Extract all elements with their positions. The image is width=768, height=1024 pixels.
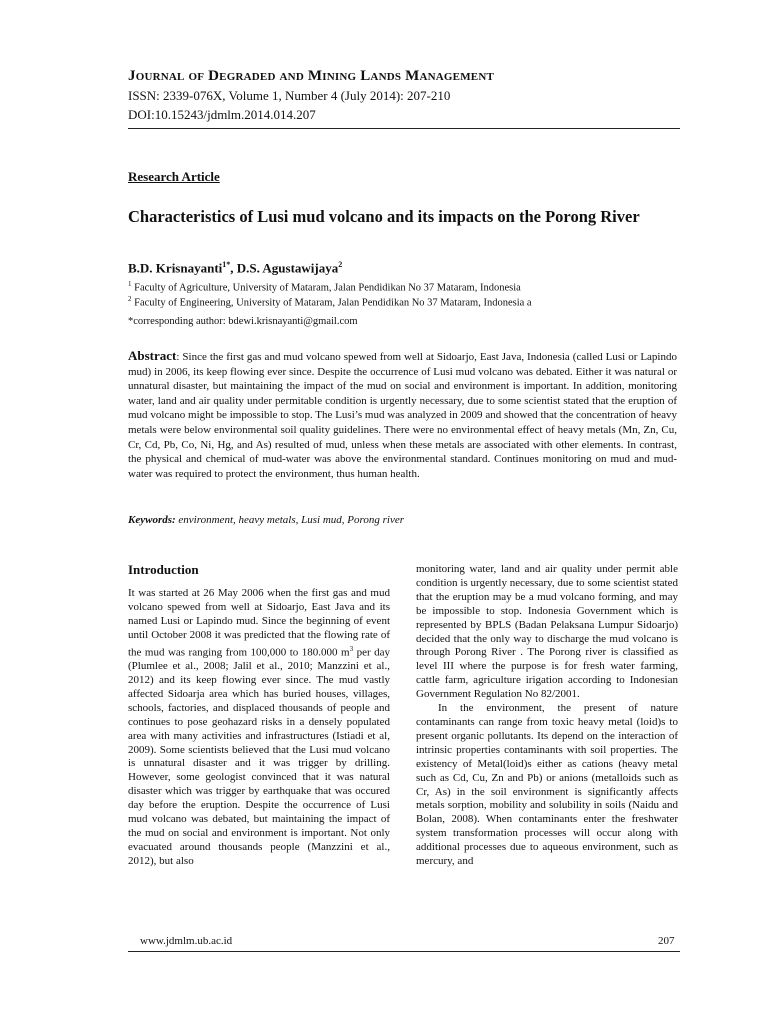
paper-title: Characteristics of Lusi mud volcano and its impacts on the Porong River <box>128 207 640 226</box>
paragraph-text: It was started at 26 May 2006 when the first gas and mud volcano spewed from well at Sidoarjo, East Java and its named Lusi or Lapindo mud. Since the beginning of event until October 2008 it was predicted that the flowing rate of the mud was ranging from 100,000 to 180.000 m <box>128 586 390 659</box>
affiliation-2 <box>128 295 532 309</box>
affiliation-number: 1 <box>128 280 132 288</box>
footer-rule <box>128 951 680 952</box>
corresponding-author[interactable]: *corresponding author: bdewi.krisnayanti@gmail.com <box>128 316 358 327</box>
affiliation-text: Faculty of Engineering, University of Mataram, Jalan Pendidikan No 37 Mataram, Indonesia a <box>131 297 532 309</box>
right-column <box>416 563 678 869</box>
author-superscript: 1* <box>222 260 231 269</box>
affiliation-1 <box>128 280 521 294</box>
body-paragraph: monitoring water, land and air quality under permit able condition is urgently necessary, due to some scientist stated that the eruption may be a mud volcano forming, and may be impossible to stop. Indonesia Government which is represented by BPLS (Badan Pelaksana Lumpur Sidoarjo) decided that the only way to discharge the mud volcano is through Porong River . The Porong river is classified as level III where the purpose is for fresh water farming, cattle farm, agriculture irigation according to Indonesian Government Regulation No 82/2001. <box>416 563 678 701</box>
article-type: Research Article <box>128 169 220 184</box>
keywords-label: Keywords: <box>128 514 176 526</box>
paragraph-text: per day (Plumlee et al., 2008; Jalil et al., 2010; Manzzini et al., 2012) and its keep flowing ever since. The mud vastly affected Sidoarja area which has buried houses, villages, schools, factories, and displaced thousands of people and continues to pose geohazard risks in a densely populated area with many activities and infrastructures (Istiadi et al, 2009). Some scientists believed that the Lusi mud volcano is unnatural disaster and it was trigger by drilling. However, some geologist convinced that it was natural disaster which was trigger by earthquake that was occured day before the eruption. Despite the occurrence of Lusi mud volcano was debated, but maintaining the impact of the mud on social and environment is important. Not only evacuated around thousands people (Manzzini et al., 2012), but also <box>128 646 390 867</box>
doi-line[interactable]: DOI:10.15243/jdmlm.2014.014.207 <box>128 107 316 122</box>
section-heading-introduction: Introduction <box>128 562 199 577</box>
affiliation-number: 2 <box>128 295 132 303</box>
superscript: 3 <box>349 644 354 653</box>
issn-line: ISSN: 2339-076X, Volume 1, Number 4 (July 2014): 207-210 <box>128 88 451 103</box>
author-separator: , <box>230 260 237 276</box>
author-name: D.S. Agustawijaya <box>236 260 339 276</box>
page-number: 207 <box>658 935 675 947</box>
author-list <box>128 260 342 276</box>
keywords <box>128 514 404 526</box>
author-name: B.D. Krisnayanti <box>128 260 223 276</box>
abstract-label: Abstract <box>128 348 177 363</box>
body-paragraph <box>128 587 390 869</box>
author-superscript: 2 <box>338 260 343 269</box>
header-rule <box>128 128 680 129</box>
footer-url[interactable]: www.jdmlm.ub.ac.id <box>140 935 233 947</box>
body-paragraph: In the environment, the present of nature contaminants can range from toxic heavy metal (loid)s to present organic pollutants. Its depend on the interaction of intrinsic properties contaminants with soil properties. The existency of Metal(loid)s either as cations (heavy metal such as Cd, Cu, Zn and Pb) or anions (metalloids such as Cr, As) in the soil environment is significantly affects metals sorption, mobility and solubility in soils (Naidu and Bolan, 2008). When contaminants enter the freshwater system transformation processes will occur along with additional processes due to aqueous environment, such as mercury, and <box>416 702 678 868</box>
left-column <box>128 563 390 869</box>
journal-title: Journal of Degraded and Mining Lands Management <box>128 68 495 84</box>
affiliation-text: Faculty of Agriculture, University of Mataram, Jalan Pendidikan No 37 Mataram, Indonesia <box>131 282 521 294</box>
abstract <box>128 349 677 481</box>
abstract-text: : Since the first gas and mud volcano spewed from well at Sidoarjo, East Java, Indonesia (called Lusi or Lapindo mud) in 2006, its keep flowing ever since. Despite the occurrence of Lusi mud volcano was debated. Either it was natural or unnatural disaster, but maintaining the impact of the mud on social and environment is important. In addition, monitoring water, land and air quality under permitable condition is urgently necessary, due to some scientist stated that the eruption of mud volcano might be impossible to stop. The Lusi’s mud was analyzed in 2009 and showed that the concentration of heavy metals were below environmental soil quality guidelines. There were no environmental effect of heavy metals (Mn, Zn, Cu, Cr, Cd, Pb, Co, Ni, Hg, and As) resulted of mud, unless when these metals are associated with other elements. In contrast, the physical and chemical of mud-water was above the environmental standard. Continues monitoring on mud and mud-water was required to protect the environment, thus human health. <box>128 351 677 480</box>
keywords-text: environment, heavy metals, Lusi mud, Porong river <box>175 514 404 526</box>
